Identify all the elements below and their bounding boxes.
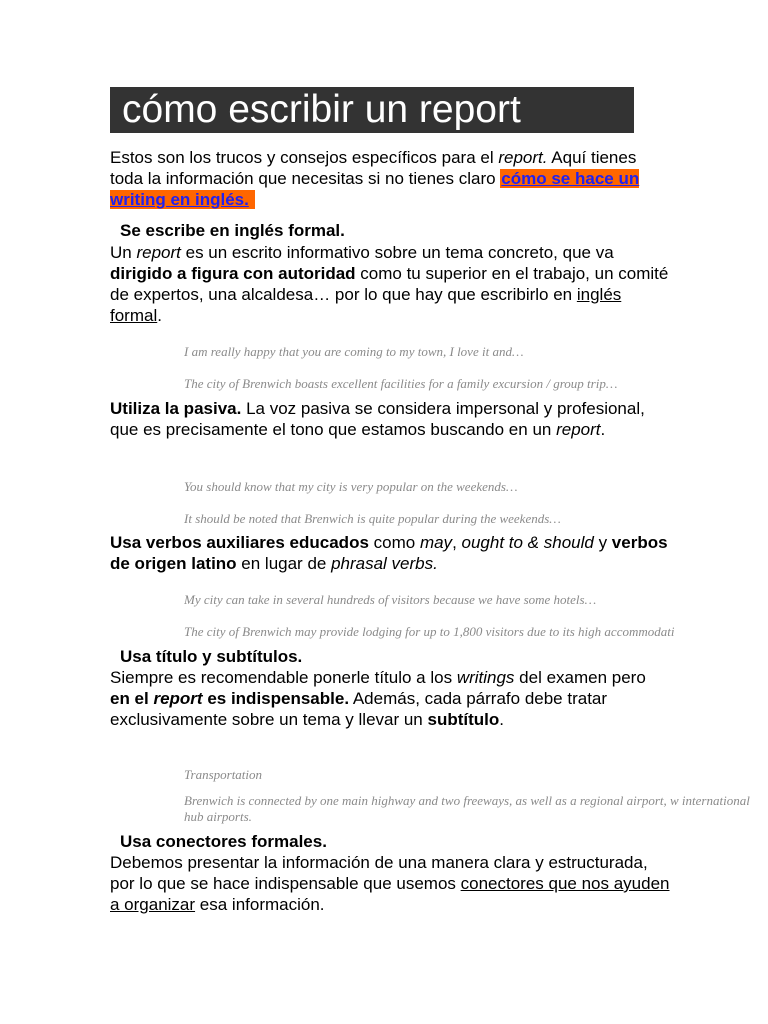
paragraph-conectores <box>110 852 670 915</box>
intro-paragraph <box>110 147 670 210</box>
paragraph-pasiva <box>110 398 670 440</box>
italic-term: writings <box>456 668 515 687</box>
text: La voz pasiva se considera impersonal y profesional, que es precisamente el tono que estamos buscando en un <box>110 399 645 439</box>
text: esa información. <box>195 895 325 914</box>
ingles-formal-link[interactable]: inglés formal <box>110 285 622 325</box>
italic-term: ought to & should <box>461 533 594 552</box>
intro-report-term: report. <box>498 148 548 167</box>
example-informal: My city can take in several hundreds of visitors because we have some hotels… <box>184 592 597 607</box>
text: , <box>452 533 462 552</box>
report-term: report <box>136 243 181 262</box>
text: como <box>368 533 420 552</box>
conectores-link[interactable]: conectores que nos ayuden a organizar <box>110 874 670 914</box>
example-formal: The city of Brenwich boasts excellent facilities for a family excursion / group trip… <box>184 376 618 391</box>
intro-text-2: Aquí tienes toda la información que necesitas si no tienes claro <box>110 148 637 188</box>
text: como tu superior en el trabajo, un comité de expertos, una alcaldesa… por lo que hay que escribirlo en <box>110 264 669 304</box>
report-term: report <box>556 420 601 439</box>
text: y <box>593 533 612 552</box>
bold-report-term <box>153 689 202 708</box>
intro-text: Estos son los trucos y consejos específicos para el <box>110 148 499 167</box>
bold-phrase: en el <box>110 689 154 708</box>
text: Debemos presentar la información de una manera clara y estructurada, por lo que se hace indispensable que usemos <box>110 853 648 893</box>
text: en lugar de <box>236 554 332 573</box>
example-subtitle: Transportation <box>184 767 263 782</box>
heading-titulos: Usa título y subtítulos. <box>120 647 303 666</box>
text: es un escrito informativo sobre un tema concreto, que va <box>180 243 614 262</box>
text: . <box>499 710 504 729</box>
text: Además, cada párrafo debe tratar exclusivamente sobre un tema y llevar un <box>110 689 608 729</box>
example-formal: It should be noted that Brenwich is quite popular during the weekends… <box>184 511 561 526</box>
example-formal: The city of Brenwich may provide lodging for up to 1,800 visitors due to its high accommodati <box>184 624 675 639</box>
page-title: cómo escribir un report <box>110 87 634 133</box>
text: Siempre es recomendable ponerle título a los <box>110 668 457 687</box>
text: . <box>600 420 606 439</box>
heading-ingles-formal: Se escribe en inglés formal. <box>120 221 345 240</box>
bold-phrase: subtítulo <box>427 710 500 729</box>
bold-phrase: Usa verbos auxiliares educados <box>110 533 369 552</box>
italic-term: report <box>153 689 203 708</box>
italic-term: phrasal verbs. <box>331 554 438 573</box>
bold-phrase: dirigido a figura con autoridad <box>110 264 356 283</box>
bold-phrase: es indispensable. <box>202 689 350 708</box>
paragraph-ingles-formal <box>110 242 670 326</box>
text: del examen pero <box>514 668 646 687</box>
example-paragraph: Brenwich is connected by one main highway and two freeways, as well as a regional airport, w international hub airports. <box>184 793 750 824</box>
paragraph-verbos <box>110 532 670 574</box>
example-informal: I am really happy that you are coming to my town, I love it and… <box>184 344 524 359</box>
bold-phrase: Utiliza la pasiva. <box>110 399 242 418</box>
heading-conectores: Usa conectores formales. <box>120 832 327 851</box>
bold-phrase: verbos de origen latino <box>110 533 668 573</box>
example-informal: You should know that my city is very popular on the weekends… <box>184 479 518 494</box>
text: Un <box>110 243 137 262</box>
writing-link[interactable]: cómo se hace un writing en inglés. <box>110 169 640 209</box>
italic-term: may <box>419 533 453 552</box>
paragraph-titulos <box>110 667 670 730</box>
text: . <box>157 306 162 325</box>
